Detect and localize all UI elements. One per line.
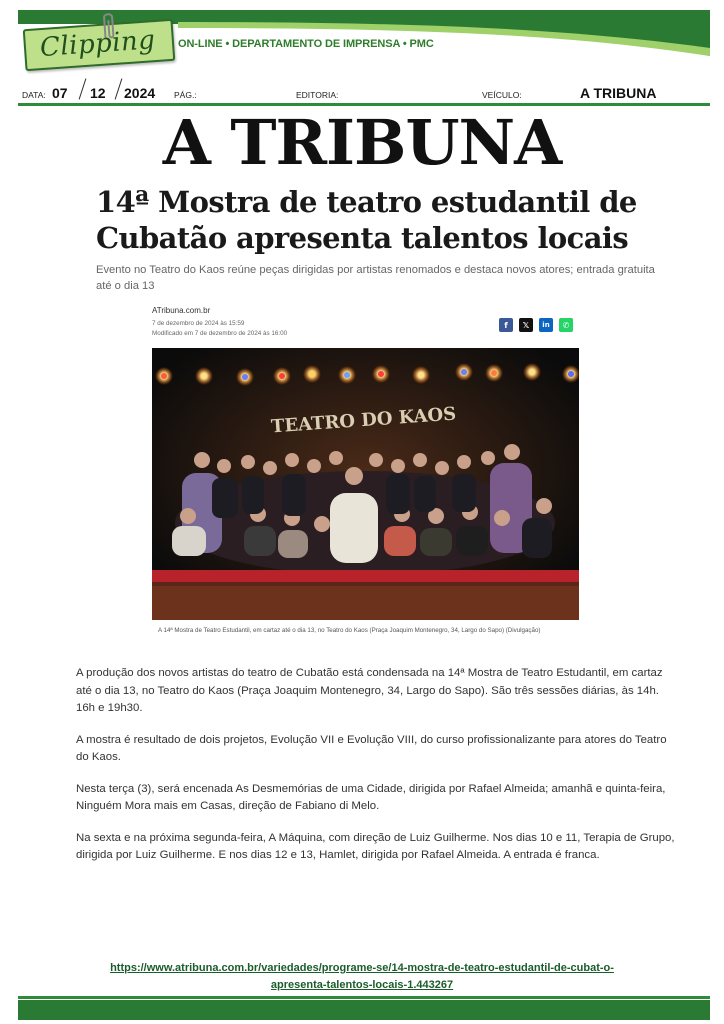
source-url-line-1[interactable]: https://www.atribuna.com.br/variedades/programe-se/14-mostra-de-teatro-estudantil-de-cubat-o- bbox=[110, 962, 614, 974]
article-photo bbox=[152, 348, 579, 620]
headline-line-1: 14ª Mostra de teatro estudantil de bbox=[96, 185, 637, 219]
date-separator bbox=[115, 78, 123, 99]
date-month: 12 bbox=[90, 85, 106, 101]
article-source: ATribuna.com.br bbox=[152, 306, 211, 315]
facebook-icon[interactable]: f bbox=[499, 318, 513, 332]
whatsapp-icon[interactable]: ✆ bbox=[559, 318, 573, 332]
article-subhead: Evento no Teatro do Kaos reúne peças dirigidas por artistas renomados e destaca novos atores; entrada gratuita até o dia 13 bbox=[96, 264, 655, 292]
linkedin-icon[interactable]: in bbox=[539, 318, 553, 332]
photo-caption: A 14ª Mostra de Teatro Estudantil, em cartaz até o dia 13, no Teatro do Kaos (Praça Joaquim Montenegro, 34, Largo do Sapo) (Divulgação) bbox=[158, 627, 541, 634]
section-label: EDITORIA: bbox=[296, 90, 339, 100]
footer-divider bbox=[18, 996, 710, 999]
x-icon[interactable]: 𝕏 bbox=[519, 318, 533, 332]
vehicle-label: VEÍCULO: bbox=[482, 90, 522, 100]
article-body bbox=[76, 665, 676, 879]
theater-stage-photo bbox=[152, 348, 579, 620]
article-meta bbox=[152, 306, 287, 339]
date-day: 07 bbox=[52, 85, 68, 101]
newspaper-masthead: A TRIBUNA bbox=[162, 106, 562, 179]
body-paragraph-1: A produção dos novos artistas do teatro de Cubatão está condensada na 14ª Mostra de Teatro Estudantil, em cartaz até o dia 13, no Teatro do Kaos (Praça Joaquim Montenegro, 34, Largo do Sapo). São três sessões diárias, às 14h. 16h e 19h30. bbox=[76, 667, 663, 714]
department-line: ON-LINE • DEPARTAMENTO DE IMPRENSA • PMC bbox=[178, 38, 434, 50]
share-buttons bbox=[499, 318, 573, 332]
vehicle-name: A TRIBUNA bbox=[580, 85, 657, 101]
date-year: 2024 bbox=[124, 85, 156, 101]
source-url-line-2[interactable]: apresenta-talentos-locais-1.443267 bbox=[270, 979, 454, 991]
headline-line-2: Cubatão apresenta talentos locais bbox=[96, 221, 629, 255]
body-paragraph-3: Nesta terça (3), será encenada As Desmemórias de uma Cidade, dirigida por Rafael Almeida; amanhã e quinta-feira, Ninguém Mora mais em Casas, direção de Fabiano di Melo. bbox=[76, 782, 666, 812]
footer-bar bbox=[18, 1000, 710, 1020]
source-url-link[interactable] bbox=[40, 960, 684, 994]
clipping-badge-text: Clipping bbox=[39, 25, 157, 64]
photo-sign-text: TEATRO DO KAOS bbox=[270, 403, 457, 438]
date-label: DATA: bbox=[22, 90, 46, 100]
body-paragraph-2: A mostra é resultado de dois projetos, Evolução VII e Evolução VIII, do curso profissionalizante para atores do Teatro do Kaos. bbox=[76, 733, 667, 763]
modified-date: Modificado em 7 de dezembro de 2024 às 16:00 bbox=[152, 330, 288, 337]
clipping-badge bbox=[23, 19, 176, 71]
article-headline bbox=[96, 184, 656, 256]
page-label: PÁG.: bbox=[174, 90, 197, 100]
published-date: 7 de dezembro de 2024 às 15:59 bbox=[152, 320, 245, 327]
date-separator bbox=[79, 78, 87, 99]
body-paragraph-4: Na sexta e na próxima segunda-feira, A Máquina, com direção de Luiz Guilherme. Nos dias 10 e 11, Terapia de Grupo, dirigida por Luiz Guilherme. E nos dias 12 e 13, Hamlet, dirigida por Rafael Almeida. A entrada é franca. bbox=[76, 831, 675, 861]
